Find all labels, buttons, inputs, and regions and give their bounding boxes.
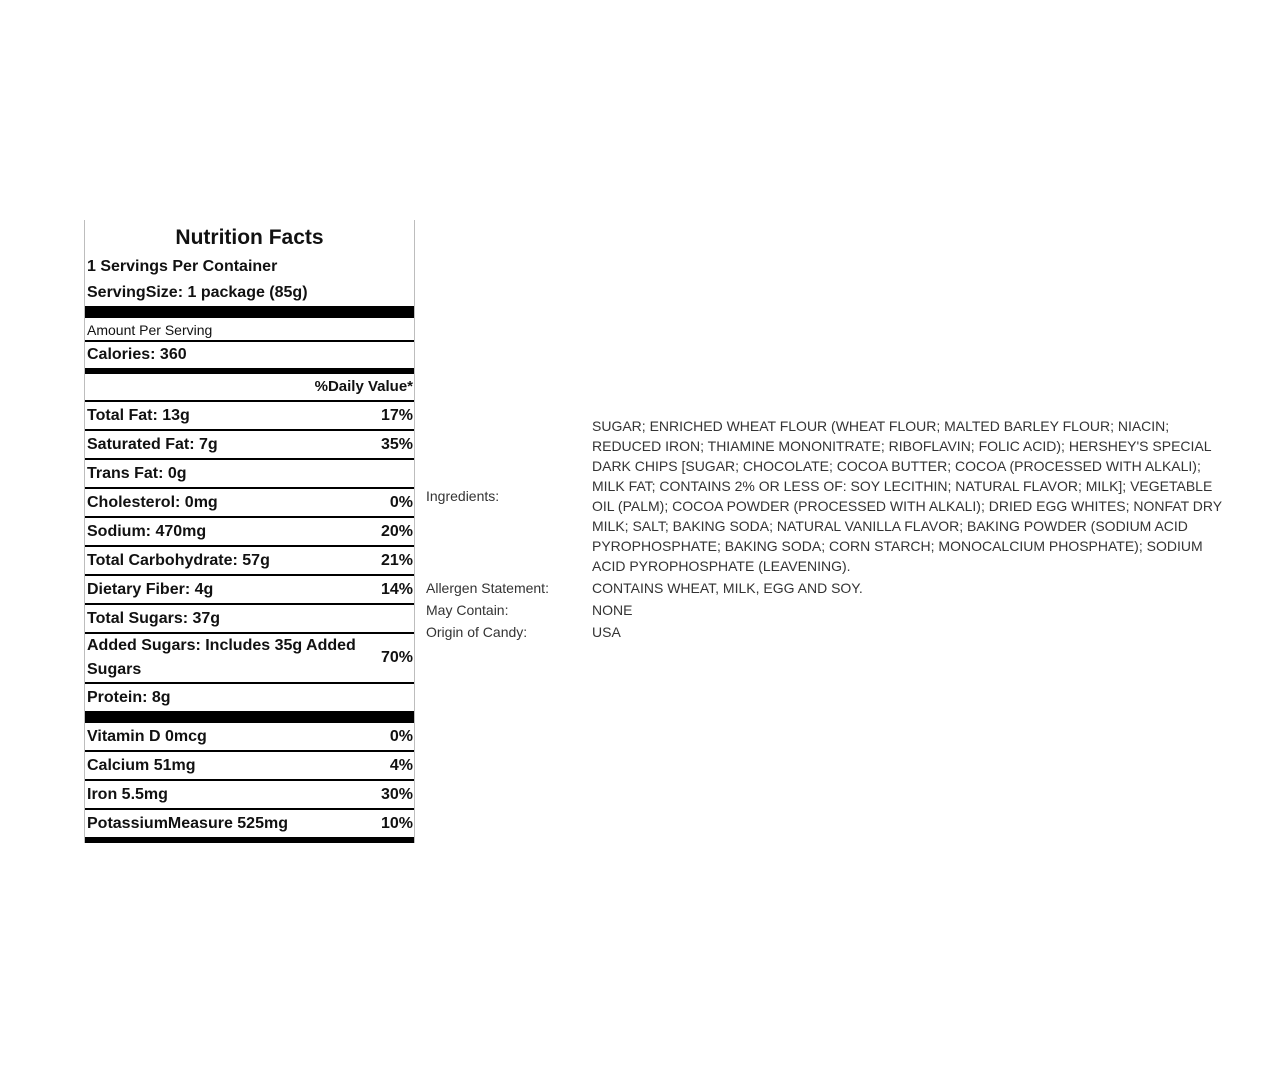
nutrient-daily-value: 17% [380,406,413,424]
vitamin-name: PotassiumMeasure 525mg [87,814,288,832]
nutrient-daily-value: 21% [380,551,413,569]
nutrient-row [85,634,414,682]
nutrient-name: Total Sugars: 37g [87,609,221,627]
allergen-label: Allergen Statement: [426,580,549,596]
nutrient-name: Dietary Fiber: 4g [87,580,214,598]
nutrient-name: Trans Fat: 0g [87,464,187,482]
origin-label: Origin of Candy: [426,624,528,640]
nutrient-daily-value: 20% [380,522,413,540]
nutrient-row [85,460,414,487]
nutrient-name: Total Fat: 13g [87,406,190,424]
servings-per-container: 1 Servings Per Container [87,258,278,275]
nutrient-daily-value: 14% [380,580,413,598]
nutrient-row [85,605,414,632]
nutrient-row [85,547,414,574]
vitamin-daily-value: 30% [380,785,413,803]
ingredients-value: SUGAR; ENRICHED WHEAT FLOUR (WHEAT FLOUR; MALTED BARLEY FLOUR; NIACIN; REDUCED IRON; THIAMINE MONONITRATE; RIBOFLAVIN; FOLIC ACID); HERSHEY'S SPECIAL DARK CHIPS [SUGAR; CHOCOLATE; COCOA BUTTER; COCOA (PROCESSED WITH ALKALI); MILK FAT; CONTAINS 2% OR LESS OF: SOY LECITHIN; NATURAL FLAVOR; MILK]; VEGETABLE OIL (PALM); COCOA POWDER (PROCESSED WITH ALKALI); DRIED EGG WHITES; NONFAT DRY MILK; SALT; BAKING SODA; NATURAL VANILLA FLAVOR; BAKING POWDER (SODIUM ACID PYROPHOSPHATE; BAKING SODA; CORN STARCH; MONOCALCIUM PHOSPHATE); SODIUM ACID PYROPHOSPHATE (LEAVENING). [592,418,1222,574]
serving-size: ServingSize: 1 package (85g) [87,284,308,301]
nutrient-name: Cholesterol: 0mg [87,493,218,511]
vitamin-row [85,810,414,837]
vitamin-daily-value: 0% [389,727,413,745]
nutrient-daily-value: 35% [380,435,413,453]
nutrient-row [85,518,414,545]
nutrition-facts-title: Nutrition Facts [175,226,324,249]
vitamin-name: Vitamin D 0mcg [87,727,207,745]
amount-per-serving: Amount Per Serving [87,322,213,338]
nutrient-row [85,684,414,711]
vitamin-row [85,723,414,750]
nutrient-daily-value: 70% [380,649,413,666]
nutrient-daily-value: 0% [389,493,413,511]
nutrient-name: Saturated Fat: 7g [87,435,218,453]
ingredients-label: Ingredients: [426,488,500,504]
nutrition-facts-panel [84,220,415,843]
vitamin-daily-value: 4% [389,756,413,774]
nutrient-name: Sodium: 470mg [87,522,207,540]
nutrient-row [85,489,414,516]
nutrient-name: Total Carbohydrate: 57g [87,551,270,569]
nutrient-name: Protein: 8g [87,688,171,706]
vitamin-name: Iron 5.5mg [87,785,168,803]
vitamin-row [85,781,414,808]
vitamin-name: Calcium 51mg [87,756,196,774]
nutrient-row [85,576,414,603]
allergen-value: CONTAINS WHEAT, MILK, EGG AND SOY. [592,580,863,596]
origin-value: USA [592,624,621,640]
divider-thick [85,711,414,723]
may-contain-label: May Contain: [426,602,509,618]
may-contain-value: NONE [592,602,633,618]
calories: Calories: 360 [87,346,187,363]
divider-thick [85,306,414,318]
nutrient-row [85,431,414,458]
nutrient-name: Added Sugars: Includes 35g Added Sugars [87,637,356,678]
daily-value-header: %Daily Value* [314,378,413,395]
vitamin-daily-value: 10% [380,814,413,832]
vitamin-row [85,752,414,779]
nutrient-row [85,402,414,429]
divider-medium [85,837,414,843]
